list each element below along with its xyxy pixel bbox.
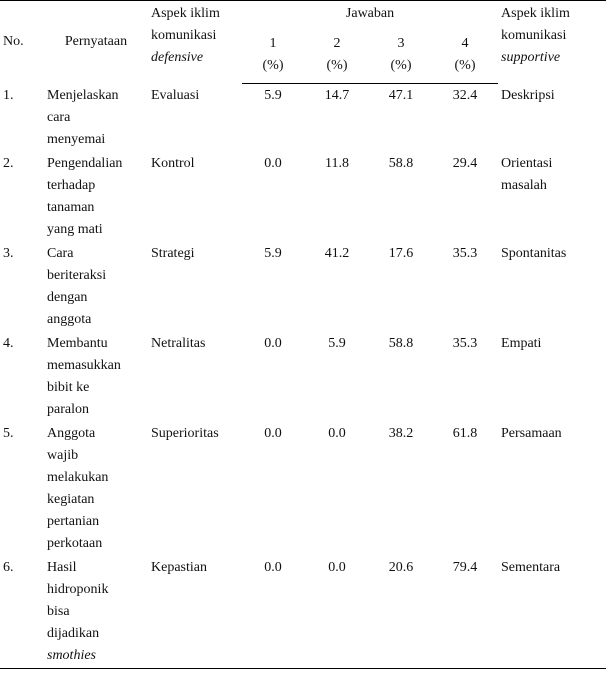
supportive-line: Empati: [501, 335, 542, 351]
pernyataan-line: cara: [47, 109, 71, 125]
cell-pernyataan: [44, 152, 148, 242]
cell-value-2: 5.9: [328, 335, 346, 351]
cell-value-3: 38.2: [388, 425, 414, 441]
header-supportive-line3: supportive: [501, 50, 561, 65]
pernyataan-line: Pengendalian: [47, 155, 123, 171]
cell-value-2: 0.0: [328, 425, 346, 441]
pernyataan-line: Membantu: [47, 335, 108, 351]
pernyataan-line: hidroponik: [47, 581, 109, 597]
cell-pernyataan: [44, 332, 148, 422]
cell-defensive: Strategi: [151, 245, 195, 261]
cell-pernyataan: [44, 422, 148, 556]
pernyataan-line: beriteraksi: [47, 267, 107, 283]
pernyataan-line: kegiatan: [47, 491, 95, 507]
header-col2-num: 2: [333, 36, 341, 51]
cell-supportive: [498, 84, 606, 152]
cell-value-4: 35.3: [452, 245, 478, 261]
header-col3-pct: (%): [390, 58, 412, 73]
table-row: [0, 556, 606, 669]
pernyataan-line: pertanian: [47, 513, 100, 529]
header-col4-pct: (%): [454, 58, 476, 73]
pernyataan-line: yang mati: [47, 221, 103, 237]
pernyataan-line: terhadap: [47, 177, 96, 193]
cell-value-1: 0.0: [242, 556, 304, 669]
cell-value-2: 14.7: [324, 88, 350, 103]
header-col4-num: 4: [461, 36, 469, 51]
cell-value-4: 32.4: [452, 88, 478, 103]
cell-no: 5.: [3, 425, 14, 441]
cell-supportive: [498, 422, 606, 556]
supportive-line: masalah: [501, 177, 547, 193]
cell-defensive: Superioritas: [151, 425, 219, 441]
cell-supportive: [498, 556, 606, 669]
pernyataan-line: menyemai: [47, 131, 106, 147]
cell-value-2: 41.2: [324, 245, 350, 261]
cell-pernyataan: [44, 556, 148, 669]
header-col1-num: 1: [269, 36, 277, 51]
supportive-line: Spontanitas: [501, 245, 567, 261]
header-col1: [242, 25, 304, 84]
cell-value-2: 0.0: [304, 556, 370, 669]
header-no: No.: [0, 1, 44, 84]
pernyataan-line: melakukan: [47, 469, 109, 485]
header-col4: [432, 25, 498, 84]
header-col1-pct: (%): [262, 58, 284, 73]
cell-value-4: 29.4: [452, 155, 478, 171]
pernyataan-line: perkotaan: [47, 535, 103, 551]
header-supportive: [498, 1, 606, 84]
header-pernyataan: Pernyataan: [44, 1, 148, 84]
cell-defensive: Netralitas: [151, 335, 206, 351]
pernyataan-line: anggota: [47, 311, 92, 327]
cell-value-1: 0.0: [264, 155, 282, 171]
cell-value-3: 47.1: [388, 88, 414, 103]
header-defensive-line3: defensive: [151, 50, 204, 65]
cell-defensive: Evaluasi: [151, 87, 200, 103]
cell-value-1: 5.9: [264, 245, 282, 261]
pernyataan-line: Hasil: [47, 559, 77, 575]
cell-value-3: 58.8: [388, 335, 414, 351]
pernyataan-line: bisa: [47, 603, 70, 619]
table-row: [0, 422, 606, 556]
pernyataan-line: Anggota: [47, 425, 96, 441]
cell-supportive: [498, 152, 606, 242]
header-defensive-line2: komunikasi: [151, 28, 217, 43]
header-col3: [370, 25, 432, 84]
supportive-line: Sementara: [501, 559, 561, 575]
cell-no: 6.: [0, 556, 44, 669]
pernyataan-line: bibit ke: [47, 379, 90, 395]
header-supportive-line2: komunikasi: [501, 28, 567, 43]
cell-no: 4.: [3, 335, 14, 351]
cell-value-1: 5.9: [264, 88, 282, 103]
supportive-line: Deskripsi: [501, 87, 555, 103]
pernyataan-line: dengan: [47, 289, 88, 305]
table-row: [0, 152, 606, 242]
header-jawaban: Jawaban: [242, 1, 498, 26]
cell-pernyataan: [44, 242, 148, 332]
cell-defensive: Kepastian: [148, 556, 242, 669]
cell-no: 1.: [3, 87, 14, 103]
header-col2-pct: (%): [326, 58, 348, 73]
cell-value-2: 11.8: [325, 155, 349, 171]
cell-no: 2.: [3, 155, 14, 171]
pernyataan-line-italic: smothies: [47, 647, 96, 663]
header-supportive-line1: Aspek iklim: [501, 6, 570, 21]
cell-pernyataan: [44, 84, 148, 152]
cell-value-1: 0.0: [264, 335, 282, 351]
table-row: [0, 242, 606, 332]
header-defensive: [148, 1, 242, 84]
cell-value-4: 35.3: [452, 335, 478, 351]
supportive-line: Persamaan: [501, 425, 562, 441]
table-row: [0, 332, 606, 422]
pernyataan-line: tanaman: [47, 199, 95, 215]
cell-no: 3.: [3, 245, 14, 261]
pernyataan-line: memasukkan: [47, 357, 121, 373]
cell-value-3: 58.8: [388, 155, 414, 171]
cell-value-1: 0.0: [264, 425, 282, 441]
cell-supportive: [498, 242, 606, 332]
cell-value-4: 79.4: [432, 556, 498, 669]
pernyataan-line: wajib: [47, 447, 79, 463]
cell-value-3: 20.6: [370, 556, 432, 669]
pernyataan-line: paralon: [47, 401, 89, 417]
supportive-line: Orientasi: [501, 155, 553, 171]
cell-supportive: [498, 332, 606, 422]
header-col3-num: 3: [397, 36, 405, 51]
pernyataan-line: Menjelaskan: [47, 87, 119, 103]
cell-defensive: Kontrol: [151, 155, 195, 171]
pernyataan-line: Cara: [47, 245, 74, 261]
cell-value-4: 61.8: [452, 425, 478, 441]
pernyataan-line: dijadikan: [47, 625, 100, 641]
header-col2: [304, 25, 370, 84]
header-defensive-line1: Aspek iklim: [151, 6, 220, 21]
cell-value-3: 17.6: [388, 245, 414, 261]
table-row: [0, 84, 606, 152]
